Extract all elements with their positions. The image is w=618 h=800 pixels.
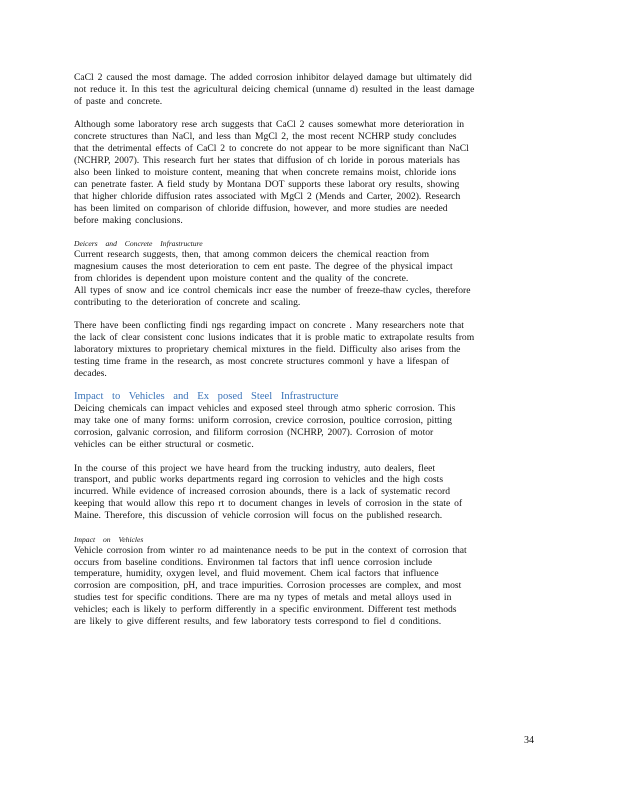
text-line: incurred. While evidence of increased corrosion abounds, there is a lack of systematic record: [74, 486, 451, 498]
text-line: that higher chloride diffusion rates associated with MgCl 2 (Mends and Carter, 2002). Research: [74, 190, 461, 202]
paragraph-chloride-diffusion: [74, 119, 544, 226]
text-line: keeping that would allow this repo rt to document changes in levels of corrosion in the state of: [74, 498, 463, 510]
text-line: occurs from baseline conditions. Environmen tal factors that infl uence corrosion include: [74, 556, 433, 568]
subheading-impact-vehicles: Impact on Vehicles: [74, 534, 144, 544]
text-line: contributing to the deterioration of concrete and scaling.: [74, 296, 301, 308]
paragraph-deicing-corrosion: [74, 403, 544, 451]
paragraph-current-research: [74, 249, 544, 309]
text-line: laboratory mixtures to proprietary chemical mixtures in the field. Difficulty also arises from the: [74, 344, 461, 355]
text-line: may take one of many forms: uniform corrosion, crevice corrosion, poultice corrosion, pitting: [74, 415, 452, 427]
text-line: Current research suggests, then, that among common deicers the chemical reaction from: [74, 249, 430, 261]
text-line: temperature, humidity, oxygen level, and fluid movement. Chem ical factors that influence: [74, 568, 439, 580]
paragraph-cacl2-damage: [74, 72, 544, 108]
text-line: CaCl 2 caused the most damage. The added corrosion inhibitor delayed damage but ultimately did: [74, 72, 472, 83]
text-line: are likely to give different results, and few laboratory tests correspond to fiel d conditions.: [74, 616, 442, 628]
text-line: decades.: [74, 367, 107, 379]
text-line: studies test for specific conditions. There are ma ny types of metals and metal alloys used in: [74, 592, 452, 604]
text-line: testing time frame in the research, as most concrete structures commonl y have a lifespan of: [74, 355, 450, 367]
text-line: not reduce it. In this test the agricultural deicing chemical (unname d) resulted in the least damage: [74, 83, 475, 95]
body-text: [74, 72, 544, 640]
text-line: (NCHRP, 2007). This research furt her states that diffusion of ch loride in porous materials has: [74, 155, 460, 167]
text-line: There have been conflicting findi ngs regarding impact on concrete . Many researchers note that: [74, 320, 464, 332]
text-line: has been limited on comparison of chloride diffusion, however, and more studies are needed: [74, 202, 448, 214]
text-line: also been linked to moisture content, meaning that when concrete remains moist, chloride ions: [74, 166, 457, 178]
text-line: transport, and public works departments regard ing corrosion to vehicles and the high costs: [74, 474, 444, 486]
text-line: the lack of clear consistent conc lusions indicates that it is proble matic to extrapolate results from: [74, 332, 475, 344]
page-number: 34: [524, 735, 534, 746]
text-line: concrete structures than NaCl, and less than MgCl 2, the most recent NCHRP study concludes: [74, 131, 457, 143]
paragraph-vehicle-corrosion: [74, 545, 544, 628]
text-line: of paste and concrete.: [74, 95, 163, 107]
paragraph-project-course: [74, 463, 544, 523]
text-line: Vehicle corrosion from winter ro ad maintenance needs to be put in the context of corrosion that: [74, 544, 467, 556]
text-line: from chlorides is dependent upon moisture content and the quality of the concrete.: [74, 272, 409, 284]
text-line: Although some laboratory rese arch suggests that CaCl 2 causes somewhat more deterioration in: [74, 119, 465, 131]
text-line: vehicles; each is likely to perform differently in a specific environment. Different test methods: [74, 604, 457, 616]
subheading-deicers-concrete: Deicers and Concrete Infrastructure: [74, 239, 203, 249]
text-line: vehicles can be either structural or cosmetic.: [74, 439, 254, 451]
text-line: In the course of this project we have heard from the trucking industry, auto dealers, fleet: [74, 462, 436, 474]
text-line: can penetrate faster. A field study by Montana DOT supports these laborat ory results, showing: [74, 178, 460, 190]
text-line: magnesium causes the most deterioration to cem ent paste. The degree of the physical impact: [74, 260, 453, 272]
text-line: Deicing chemicals can impact vehicles and exposed steel through atmo spheric corrosion. This: [74, 403, 456, 415]
text-line: All types of snow and ice control chemicals incr ease the number of freeze-thaw cycles, therefore: [74, 284, 471, 296]
section-heading-vehicles-steel: Impact to Vehicles and Ex posed Steel Infrastructure: [74, 391, 339, 403]
text-line: before making conclusions.: [74, 214, 183, 226]
text-line: that the detrimental effects of CaCl 2 to concrete do not appear to be more significant than NaCl: [74, 143, 469, 155]
text-line: corrosion, galvanic corrosion, and filiform corrosion (NCHRP, 2007). Corrosion of motor: [74, 427, 434, 439]
text-line: Maine. Therefore, this discussion of vehicle corrosion will focus on the published research.: [74, 510, 443, 522]
text-line: corrosion are composition, pH, and trace impurities. Corrosion processes are complex, and most: [74, 580, 462, 592]
paragraph-conflicting-findings: [74, 320, 544, 380]
